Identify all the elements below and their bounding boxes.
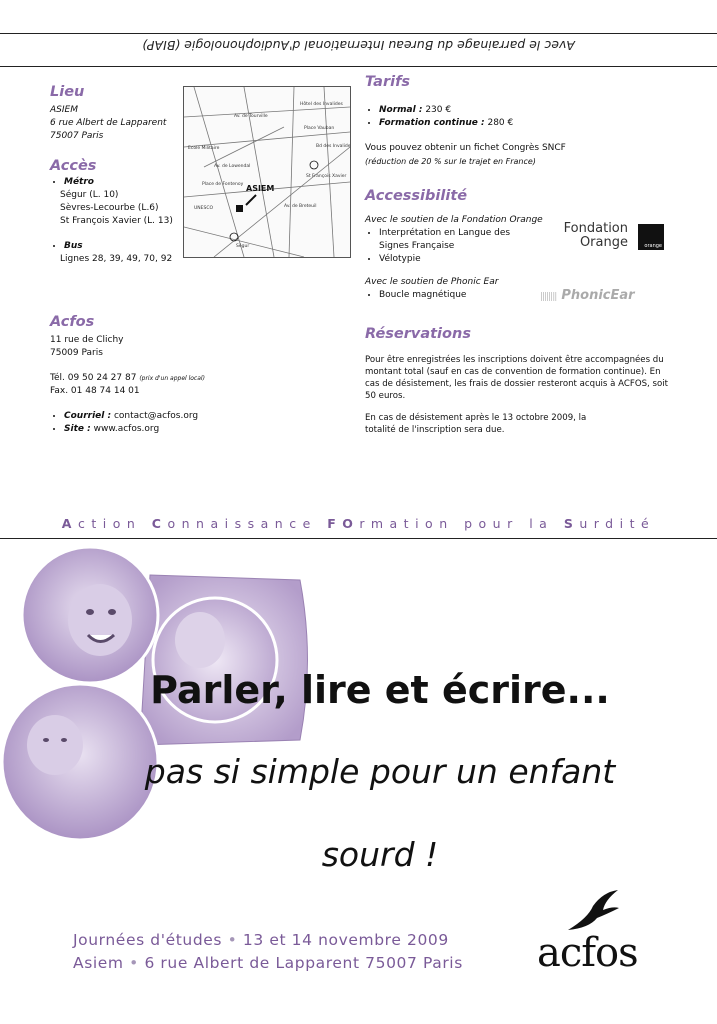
courriel-link[interactable]: contact@acfos.org [113,411,199,421]
tagline-part: FO [327,516,360,531]
bullet: • [227,931,238,949]
map-label: St François Xavier [306,174,347,179]
site-label: Site : [64,424,91,434]
acfos-tel-note: (prix d'un appel local) [139,375,205,382]
top-rule [0,33,717,34]
cover-subtitle-line2: sourd ! [321,835,439,874]
tagline-part: S [563,516,580,531]
map-label: Ségur [236,244,250,249]
tarif-formation-value: 280 € [487,118,514,128]
map-label: Ecole Militaire [188,146,220,151]
venue-address: 6 rue Albert de Lapparent 75007 Paris [144,954,463,972]
orange-item: • Vélotypie [379,253,529,266]
location-map [183,86,351,258]
map-label: Av. de Lowendal [214,164,251,169]
metro-lines [50,189,190,228]
map-graphic [184,87,350,257]
asiem-marker [236,205,243,212]
upper-rule [0,66,717,67]
metro-label: • Métro [64,176,190,189]
tagline-part: onnaissance [167,516,328,531]
acfos-logo-text: acfos [537,930,638,976]
acces-section [50,158,190,266]
metro-line: Ségur (L. 10) [60,190,119,200]
orange-logo-line: Fondation [563,221,628,236]
tarif-normal [379,104,675,117]
acces-heading: Accès [50,158,97,174]
lieu-line: 75007 Paris [50,131,104,141]
reservations-section [365,326,670,436]
venue-name: Asiem [73,954,124,972]
map-label: Bd des Invalides [316,144,350,149]
tagline-part: C [151,516,168,531]
site-item [64,423,300,436]
acfos-section [50,314,300,436]
tagline-part: urdité [579,516,656,531]
child-face [68,584,132,656]
metro-icon [310,161,318,169]
map-label: Place de Fontenoy [202,182,244,187]
tagline [0,516,717,531]
phonic-intro: Avec le soutien de Phonic Ear [365,277,499,287]
fold-rule [0,538,717,539]
event-dates [73,931,449,949]
event-dates-value: 13 et 14 novembre 2009 [242,931,449,949]
arrow-icon [246,195,256,205]
site-link[interactable]: www.acfos.org [93,424,160,434]
lieu-address [50,104,180,143]
acfos-fax: Fax. 01 48 74 14 01 [50,386,140,396]
sncf-note: (réduction de 20 % sur le trajet en France) [365,157,536,166]
orange-box-text: orange [644,243,662,249]
patronage-text: Avec le parrainage du Bureau International d'Audiophonologie (BIAP) [142,38,575,53]
orange-intro: Avec le soutien de la Fondation Orange [365,215,543,225]
acfos-address-line: 75009 Paris [50,348,103,358]
orange-logo-line: Orange [579,235,628,250]
metro-line: St François Xavier (L. 13) [60,216,173,226]
courriel-item [64,410,300,423]
tarif-normal-label: Normal : [379,105,423,115]
phonic-logo-text: PhonicEar [561,288,635,303]
fondation-orange-logo [560,222,670,256]
lieu-section [50,84,180,143]
phonic-item: • Boucle magnétique [379,289,675,302]
metro-line: Sèvres-Lecourbe (L.6) [60,203,159,213]
acfos-address-line: 11 rue de Clichy [50,335,124,345]
map-label: Av. de Breteuil [284,204,317,209]
sncf-text: Vous pouvez obtenir un fichet Congrès SNCF [365,143,566,153]
orange-item: • Interprétation en Langue des Signes Française [379,227,529,253]
courriel-label: Courriel : [64,411,112,421]
tarif-normal-value: 230 € [425,105,452,115]
phonic-ear-logo [540,284,665,302]
accessibilite-heading: Accessibilité [365,188,468,204]
bus-lines: Lignes 28, 39, 49, 70, 92 [60,254,173,264]
bus-label: • Bus [64,240,190,253]
tagline-part: ction [77,516,152,531]
reservations-heading: Réservations [365,326,471,342]
reservations-p2: En cas de désistement après le 13 octobre 2009, la totalité de l'inscription sera due. [365,413,587,435]
lieu-heading: Lieu [50,84,85,100]
cover-title: Parler, lire et écrire... [150,668,610,712]
map-asiem-label: ASIEM [246,184,275,193]
tagline-part: A [61,516,78,531]
lieu-line: 6 rue Albert de Lapparent [50,118,167,128]
orange-square-icon [638,224,664,250]
tarifs-section [365,74,675,168]
event-label: Journées d'études [73,931,223,949]
phonic-bars-icon: |||||||| [540,292,557,302]
map-label: Hôtel des Invalides [300,102,343,107]
cover-subtitle-line1: pas si simple pour un enfant [144,752,616,791]
map-label: Av. de Tourville [234,114,268,119]
map-label: Place Vauban [304,126,335,131]
event-location [73,954,463,972]
tarif-formation-label: Formation continue : [379,118,485,128]
tarif-formation [379,117,675,130]
lieu-line: ASIEM [50,105,78,115]
tarifs-heading: Tarifs [365,74,411,90]
tagline-part: rmation pour la [359,516,564,531]
bullet: • [129,954,139,972]
acfos-logo [537,888,647,978]
reservations-p1: Pour être enregistrées les inscriptions doivent être accompagnées du montant total (sauf en cas de convention de formation continue). En cas de désistement, les frais de dossier resteront acquis à ACFOS, soit 50 euros. [365,355,668,401]
child-face [175,612,225,668]
map-label: UNESCO [194,206,214,211]
acfos-tel: Tél. 09 50 24 27 87 [50,373,137,383]
acfos-heading: Acfos [50,314,95,330]
